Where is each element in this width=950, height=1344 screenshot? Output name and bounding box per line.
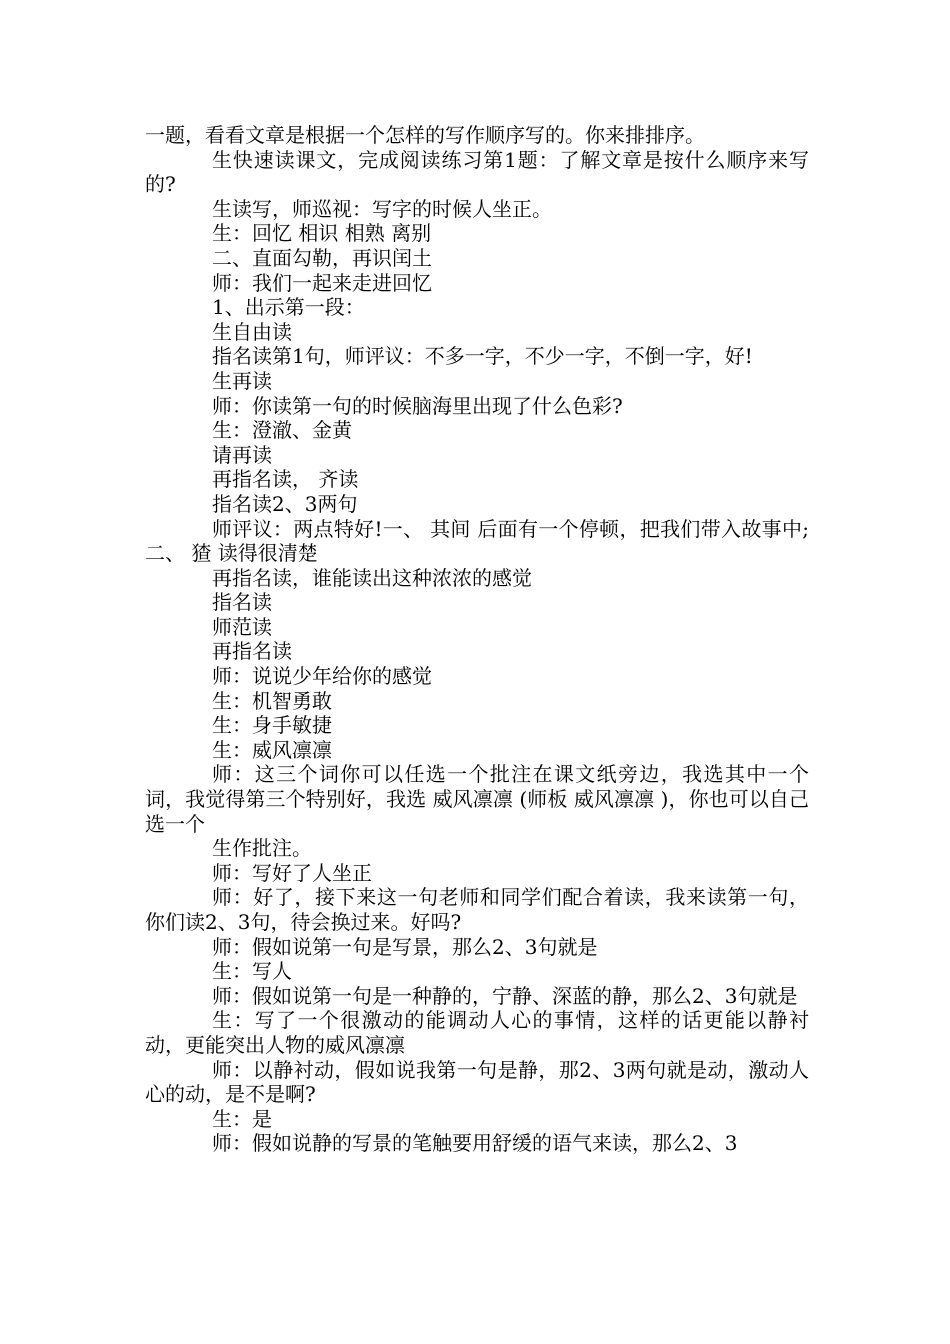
paragraph: 生快速读课文，完成阅读练习第1题：了解文章是按什么顺序来写的? [145, 147, 809, 197]
paragraph: 生：回忆 相识 相熟 离别 [212, 221, 432, 246]
paragraph: 师：假如说第一句是写景，那么2、3句就是 [212, 934, 598, 959]
paragraph: 生读写，师巡视：写字的时候人坐正。 [212, 196, 552, 221]
paragraph: 师：说说少年给你的感觉 [212, 664, 432, 689]
paragraph: 1、出示第一段： [212, 295, 365, 320]
paragraph: 指名读 [212, 590, 272, 615]
paragraph: 师：好了，接下来这一句老师和同学们配合着读，我来读第一句，你们读2、3句，待会换过来。好吗? [145, 885, 809, 934]
paragraph: 再指名读， 齐读 [212, 467, 359, 492]
section-heading: 二、直面勾勒，再识闰土 [212, 245, 432, 270]
paragraph: 师：假如说静的写景的笔触要用舒缓的语气来读，那么2、3 [212, 1131, 738, 1156]
paragraph: 师：你读第一句的时候脑海里出现了什么色彩? [212, 393, 623, 418]
document-body [145, 123, 809, 1156]
paragraph: 再指名读，谁能读出这种浓浓的感觉 [212, 565, 532, 590]
paragraph: 师：写好了人坐正 [212, 860, 372, 885]
paragraph: 师：以静衬动，假如说我第一句是静，那2、3两句就是动，激动人心的动，是不是啊? [145, 1057, 809, 1107]
paragraph: 生：写了一个很激动的能调动人心的事情，这样的话更能以静衬动，更能突出人物的威风凛凛 [145, 1008, 809, 1057]
paragraph: 师：假如说第一句是一种静的，宁静、深蓝的静，那么2、3句就是 [212, 983, 798, 1008]
paragraph: 指名读第1句，师评议：不多一字，不少一字，不倒一字，好! [212, 344, 753, 369]
paragraph: 指名读2、3两句 [212, 491, 358, 516]
paragraph: 请再读 [212, 442, 272, 467]
paragraph: 一题，看看文章是根据一个怎样的写作顺序写的。你来排排序。 [145, 123, 705, 147]
paragraph: 师评议：两点特好!一、 其间 后面有一个停顿，把我们带入故事中;二、 猹 读得很清楚 [145, 516, 809, 566]
paragraph: 师：这三个词你可以任选一个批注在课文纸旁边，我选其中一个词，我觉得第三个特别好，我选 威风凛凛 (师板 威风凛凛 )，你也可以自己选一个 [145, 762, 809, 836]
paragraph: 生：是 [212, 1106, 272, 1131]
paragraph: 再指名读 [212, 639, 292, 664]
paragraph: 生：写人 [212, 959, 292, 984]
paragraph: 生：澄澈、金黄 [212, 418, 352, 443]
paragraph: 生：威风凛凛 [212, 737, 332, 762]
paragraph: 师：我们一起来走进回忆 [212, 270, 432, 295]
paragraph: 生作批注。 [212, 836, 312, 861]
paragraph: 师范读 [212, 614, 272, 639]
paragraph: 生：身手敏捷 [212, 713, 332, 738]
paragraph: 生再读 [212, 368, 272, 393]
paragraph: 生自由读 [212, 319, 292, 344]
paragraph: 生：机智勇敢 [212, 688, 332, 713]
